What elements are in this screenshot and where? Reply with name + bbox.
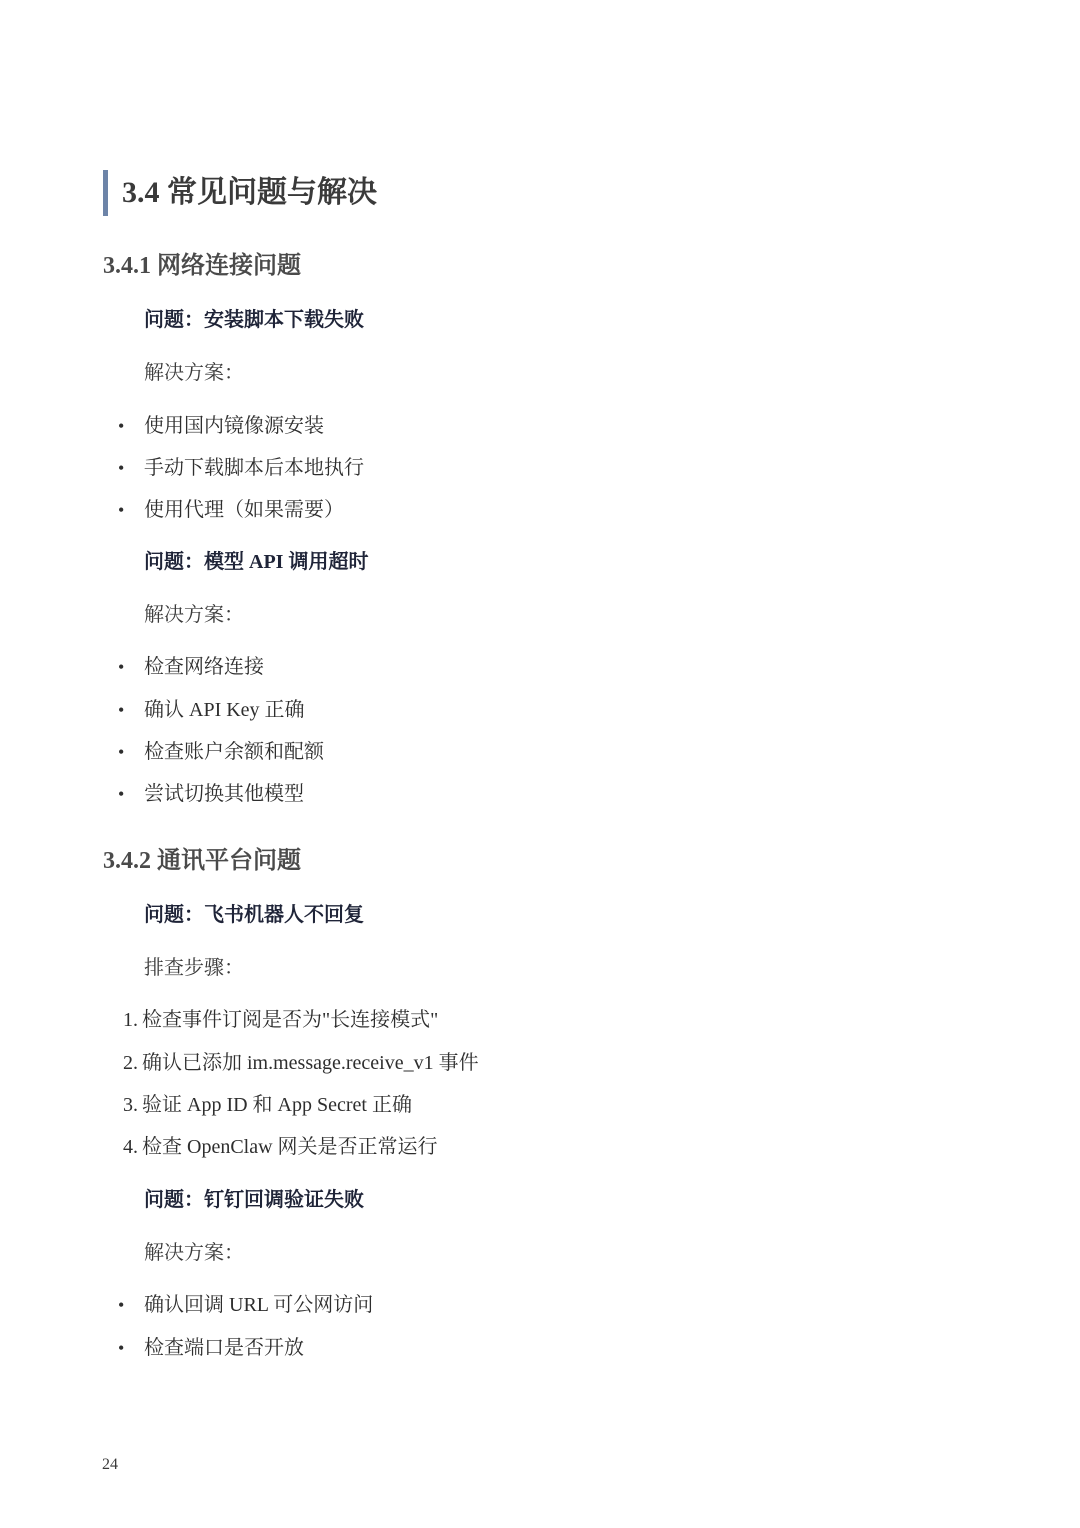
problem-question: 问题：模型 API 调用超时 <box>144 551 369 573</box>
ordered-list-item: 2. 确认已添加 im.message.receive_v1 事件 <box>123 1052 479 1074</box>
subsection-title-messaging: 3.4.2 通讯平台问题 <box>103 848 301 874</box>
problem-question: 问题：飞书机器人不回复 <box>144 904 364 926</box>
list-item: • 使用代理（如果需要） <box>118 496 344 524</box>
bullet-icon: • <box>118 458 125 478</box>
page-number: 24 <box>102 1456 118 1473</box>
list-item: • 手动下载脚本后本地执行 <box>118 454 364 482</box>
problem-question: 问题：钉钉回调验证失败 <box>144 1189 364 1211</box>
bullet-icon: • <box>118 500 125 520</box>
bullet-icon: • <box>118 1338 125 1358</box>
problem-question: 问题：安装脚本下载失败 <box>144 309 364 331</box>
bullet-icon: • <box>118 742 125 762</box>
solution-label: 解决方案： <box>144 604 244 626</box>
bullet-icon: • <box>118 416 125 436</box>
bullet-icon: • <box>118 784 125 804</box>
section-title: 3.4 常见问题与解决 <box>122 176 377 209</box>
list-item: • 检查账户余额和配额 <box>118 738 324 766</box>
troubleshoot-label: 排查步骤： <box>144 957 244 979</box>
bullet-icon: • <box>118 1295 125 1315</box>
solution-label: 解决方案： <box>144 362 244 384</box>
list-item: • 检查网络连接 <box>118 653 264 681</box>
list-item: • 使用国内镜像源安装 <box>118 412 324 440</box>
list-item: • 确认 API Key 正确 <box>118 696 305 724</box>
bullet-icon: • <box>118 700 125 720</box>
bullet-icon: • <box>118 657 125 677</box>
ordered-list-item: 1. 检查事件订阅是否为"长连接模式" <box>123 1009 439 1031</box>
subsection-title-network: 3.4.1 网络连接问题 <box>103 253 301 279</box>
list-item: • 尝试切换其他模型 <box>118 780 304 808</box>
list-item: • 确认回调 URL 可公网访问 <box>118 1291 373 1319</box>
solution-label: 解决方案： <box>144 1242 244 1264</box>
ordered-list-item: 3. 验证 App ID 和 App Secret 正确 <box>123 1094 412 1116</box>
list-item: • 检查端口是否开放 <box>118 1334 304 1362</box>
section-heading <box>103 170 377 216</box>
ordered-list-item: 4. 检查 OpenClaw 网关是否正常运行 <box>123 1136 438 1158</box>
